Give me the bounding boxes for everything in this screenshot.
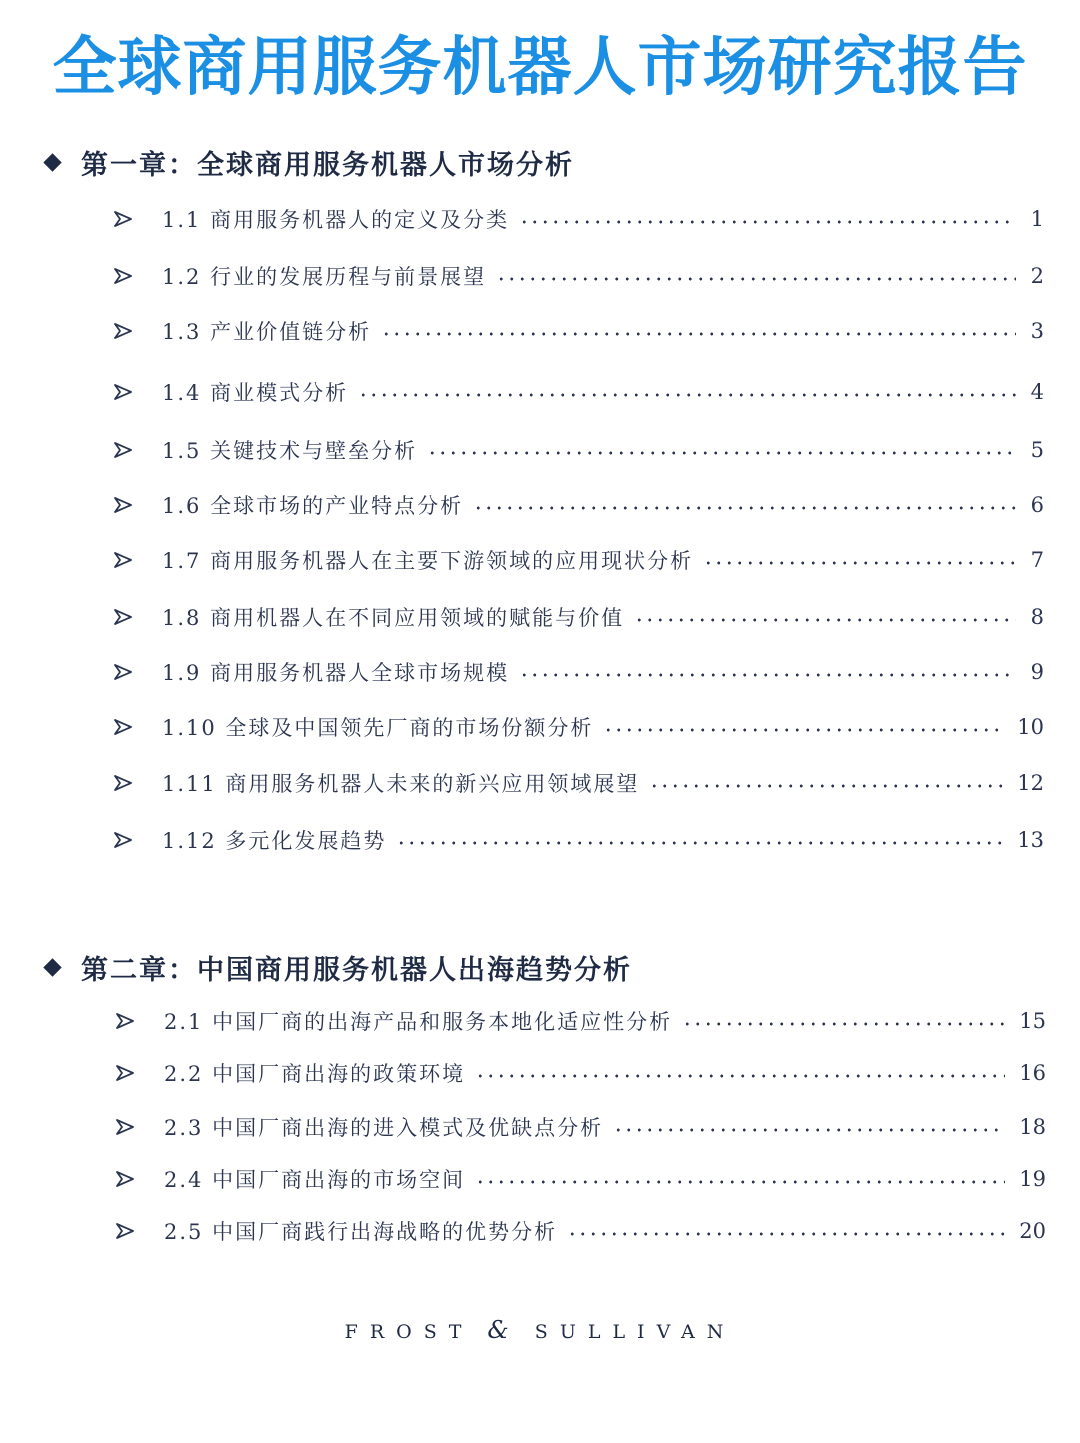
chapter-heading <box>42 948 632 987</box>
arrow-right-icon <box>116 1065 134 1081</box>
footer-brand <box>0 1316 1080 1344</box>
toc-entry-page-number: 12 <box>1017 771 1044 795</box>
dot-leader <box>567 1232 1005 1236</box>
toc-entry-page-number: 18 <box>1019 1115 1046 1139</box>
toc-entry[interactable] <box>114 488 1044 522</box>
toc-entry-page-number: 7 <box>1030 548 1044 572</box>
toc-entry-page-number: 13 <box>1017 828 1044 852</box>
arrow-right-icon <box>116 1119 134 1135</box>
diamond-icon <box>43 958 61 976</box>
toc-entry[interactable] <box>116 1110 1046 1144</box>
toc-entry[interactable] <box>116 1162 1046 1196</box>
footer-brand-left: FROST <box>344 1321 474 1343</box>
toc-entry-page-number: 16 <box>1019 1061 1046 1085</box>
dot-leader <box>427 451 1016 455</box>
toc-entry-label: 1.6 全球市场的产业特点分析 <box>162 494 464 518</box>
toc-entry[interactable] <box>114 314 1044 348</box>
toc-entry-label: 1.9 商用服务机器人全球市场规模 <box>162 661 510 685</box>
dot-leader <box>519 220 1016 224</box>
toc-entry-page-number: 5 <box>1030 438 1044 462</box>
toc-entry-label: 1.5 关键技术与壁垒分析 <box>162 439 418 463</box>
toc-entry[interactable] <box>114 655 1044 689</box>
toc-entry[interactable] <box>114 202 1044 236</box>
dot-leader <box>475 1074 1005 1078</box>
arrow-right-icon <box>114 384 132 400</box>
arrow-right-icon <box>114 323 132 339</box>
toc-entry-label: 2.3 中国厂商出海的进入模式及优缺点分析 <box>164 1116 604 1140</box>
toc-entry-label: 2.2 中国厂商出海的政策环境 <box>164 1062 466 1086</box>
dot-leader <box>703 561 1016 565</box>
arrow-right-icon <box>114 268 132 284</box>
toc-entry-label: 1.3 产业价值链分析 <box>162 320 372 344</box>
dot-leader <box>358 393 1016 397</box>
dot-leader <box>473 506 1016 510</box>
diamond-icon <box>43 153 61 171</box>
toc-entry[interactable] <box>116 1214 1046 1248</box>
arrow-right-icon <box>114 552 132 568</box>
toc-entry-page-number: 8 <box>1030 605 1044 629</box>
toc-entry-page-number: 20 <box>1019 1219 1046 1243</box>
dot-leader <box>381 332 1016 336</box>
toc-entry[interactable] <box>114 766 1044 800</box>
arrow-right-icon <box>114 664 132 680</box>
arrow-right-icon <box>116 1223 134 1239</box>
toc-entry-label: 1.11 商用服务机器人未来的新兴应用领域展望 <box>162 772 640 796</box>
toc-entry[interactable] <box>114 543 1044 577</box>
toc-entry-page-number: 4 <box>1030 380 1044 404</box>
dot-leader <box>496 277 1016 281</box>
toc-entry[interactable] <box>114 259 1044 293</box>
arrow-right-icon <box>114 832 132 848</box>
toc-entry-label: 1.4 商业模式分析 <box>162 381 349 405</box>
toc-entry-label: 1.1 商用服务机器人的定义及分类 <box>162 208 510 232</box>
toc-entry-page-number: 3 <box>1030 319 1044 343</box>
dot-leader <box>649 784 1003 788</box>
chapter-title: 第二章：中国商用服务机器人出海趋势分析 <box>81 955 632 986</box>
toc-entry[interactable] <box>114 375 1044 409</box>
arrow-right-icon <box>114 211 132 227</box>
arrow-right-icon <box>114 442 132 458</box>
footer-brand-right: SULLIVAN <box>534 1321 736 1343</box>
dot-leader <box>396 841 1003 845</box>
dot-leader <box>519 673 1016 677</box>
toc-entry-label: 1.2 行业的发展历程与前景展望 <box>162 265 487 289</box>
toc-entry-label: 2.5 中国厂商践行出海战略的优势分析 <box>164 1220 558 1244</box>
arrow-right-icon <box>116 1013 134 1029</box>
toc-entry-page-number: 19 <box>1019 1167 1046 1191</box>
footer-brand-ampersand: & <box>487 1316 509 1344</box>
toc-entry[interactable] <box>116 1056 1046 1090</box>
toc-entry-label: 1.10 全球及中国领先厂商的市场份额分析 <box>162 716 594 740</box>
toc-entry[interactable] <box>114 433 1044 467</box>
toc-entry-label: 2.1 中国厂商的出海产品和服务本地化适应性分析 <box>164 1010 673 1034</box>
dot-leader <box>613 1128 1005 1132</box>
arrow-right-icon <box>114 609 132 625</box>
toc-entry-page-number: 9 <box>1030 660 1044 684</box>
toc-entry-label: 1.12 多元化发展趋势 <box>162 829 387 853</box>
toc-entry-page-number: 6 <box>1030 493 1044 517</box>
arrow-right-icon <box>116 1171 134 1187</box>
toc-entry[interactable] <box>114 823 1044 857</box>
dot-leader <box>682 1022 1005 1026</box>
toc-entry[interactable] <box>116 1004 1046 1038</box>
chapter-title: 第一章：全球商用服务机器人市场分析 <box>81 150 574 181</box>
toc-entry[interactable] <box>114 600 1044 634</box>
arrow-right-icon <box>114 775 132 791</box>
toc-entry-page-number: 2 <box>1030 264 1044 288</box>
toc-entry-label: 1.8 商用机器人在不同应用领域的赋能与价值 <box>162 606 625 630</box>
chapter-heading <box>42 143 574 182</box>
page-title: 全球商用服务机器人市场研究报告 <box>52 31 1028 105</box>
toc-entry-label: 2.4 中国厂商出海的市场空间 <box>164 1168 466 1192</box>
dot-leader <box>634 618 1016 622</box>
dot-leader <box>603 728 1003 732</box>
toc-entry[interactable] <box>114 710 1044 744</box>
toc-entry-label: 1.7 商用服务机器人在主要下游领域的应用现状分析 <box>162 549 694 573</box>
toc-entry-page-number: 10 <box>1017 715 1044 739</box>
dot-leader <box>475 1180 1005 1184</box>
toc-entry-page-number: 1 <box>1030 207 1044 231</box>
arrow-right-icon <box>114 497 132 513</box>
toc-entry-page-number: 15 <box>1019 1009 1046 1033</box>
arrow-right-icon <box>114 719 132 735</box>
